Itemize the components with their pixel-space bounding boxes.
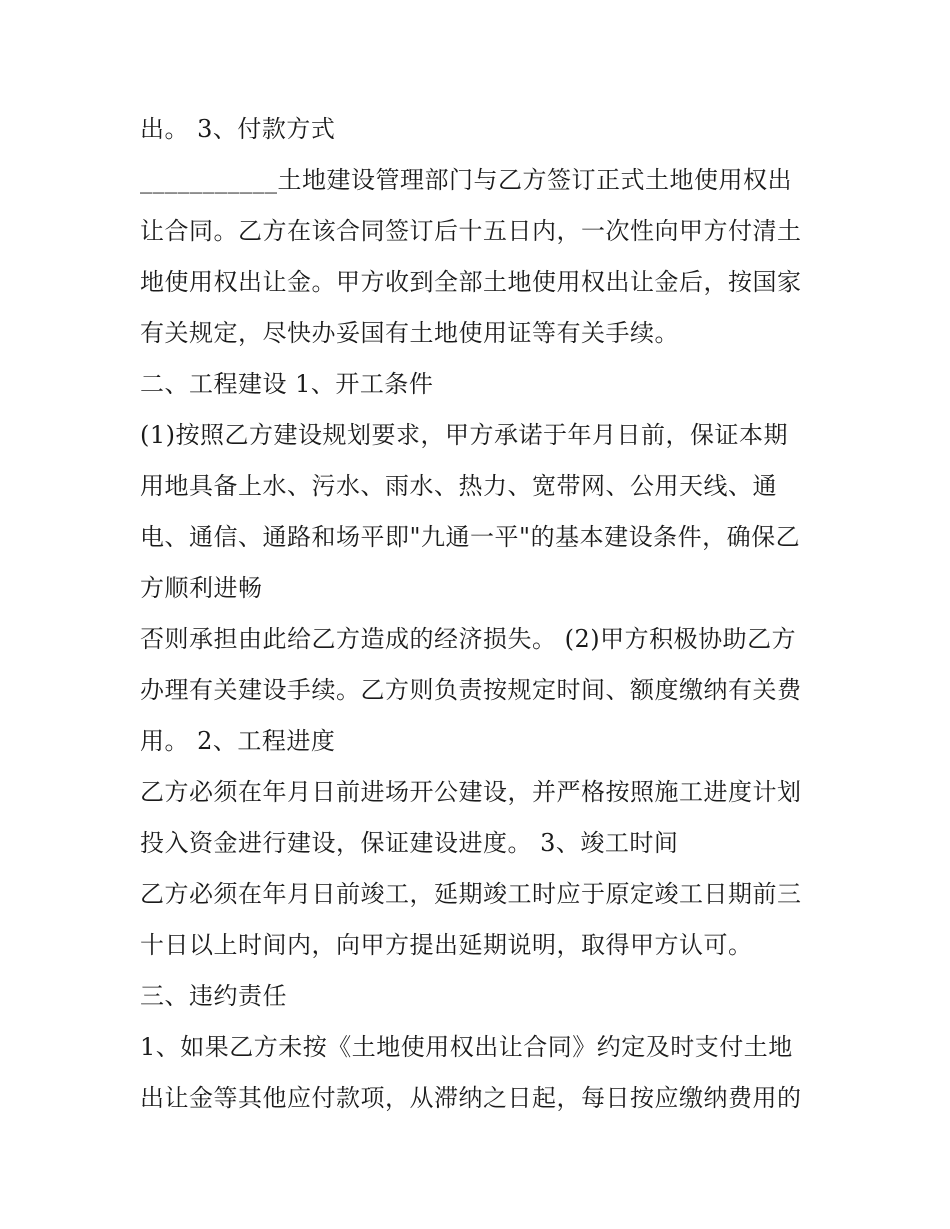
text-line: 办理有关建设手续。乙方则负责按规定时间、额度缴纳有关费 [140, 676, 802, 704]
text-line: 电、通信、通路和场平即"九通一平"的基本建设条件，确保乙 [140, 523, 801, 551]
text-line: 1、如果乙方未按《土地使用权出让合同》约定及时支付土地 [140, 1033, 793, 1061]
text-line: 方顺利进畅 [140, 574, 263, 602]
text-line: ___________土地建设管理部门与乙方签订正式土地使用权出 [140, 166, 792, 194]
text-line: 乙方必须在年月日前竣工，延期竣工时应于原定竣工日期前三 [140, 880, 802, 908]
text-line: 投入资金进行建设，保证建设进度。 3、竣工时间 [140, 829, 679, 857]
text-line: 十日以上时间内，向甲方提出延期说明，取得甲方认可。 [140, 931, 753, 959]
text-line: 乙方必须在年月日前进场开公建设，并严格按照施工进度计划 [140, 778, 802, 806]
text-line: 地使用权出让金。甲方收到全部土地使用权出让金后，按国家 [140, 268, 802, 296]
text-line: 用地具备上水、污水、雨水、热力、宽带网、公用天线、通 [140, 472, 777, 500]
text-line: 用。 2、工程进度 [140, 727, 336, 755]
section-heading: 二、工程建设 1、开工条件 [140, 370, 434, 398]
text-line: 出让金等其他应付款项，从滞纳之日起，每日按应缴纳费用的 [140, 1084, 802, 1112]
section-heading: 三、违约责任 [140, 982, 287, 1010]
text-line: 否则承担由此给乙方造成的经济损失。 (2)甲方积极协助乙方 [140, 625, 797, 653]
document-body [140, 108, 820, 1128]
text-line: 出。 3、付款方式 [140, 115, 336, 143]
text-line: (1)按照乙方建设规划要求，甲方承诺于年月日前，保证本期 [140, 421, 788, 449]
text-line: 有关规定，尽快办妥国有土地使用证等有关手续。 [140, 319, 679, 347]
text-line: 让合同。乙方在该合同签订后十五日内，一次性向甲方付清土 [140, 217, 802, 245]
